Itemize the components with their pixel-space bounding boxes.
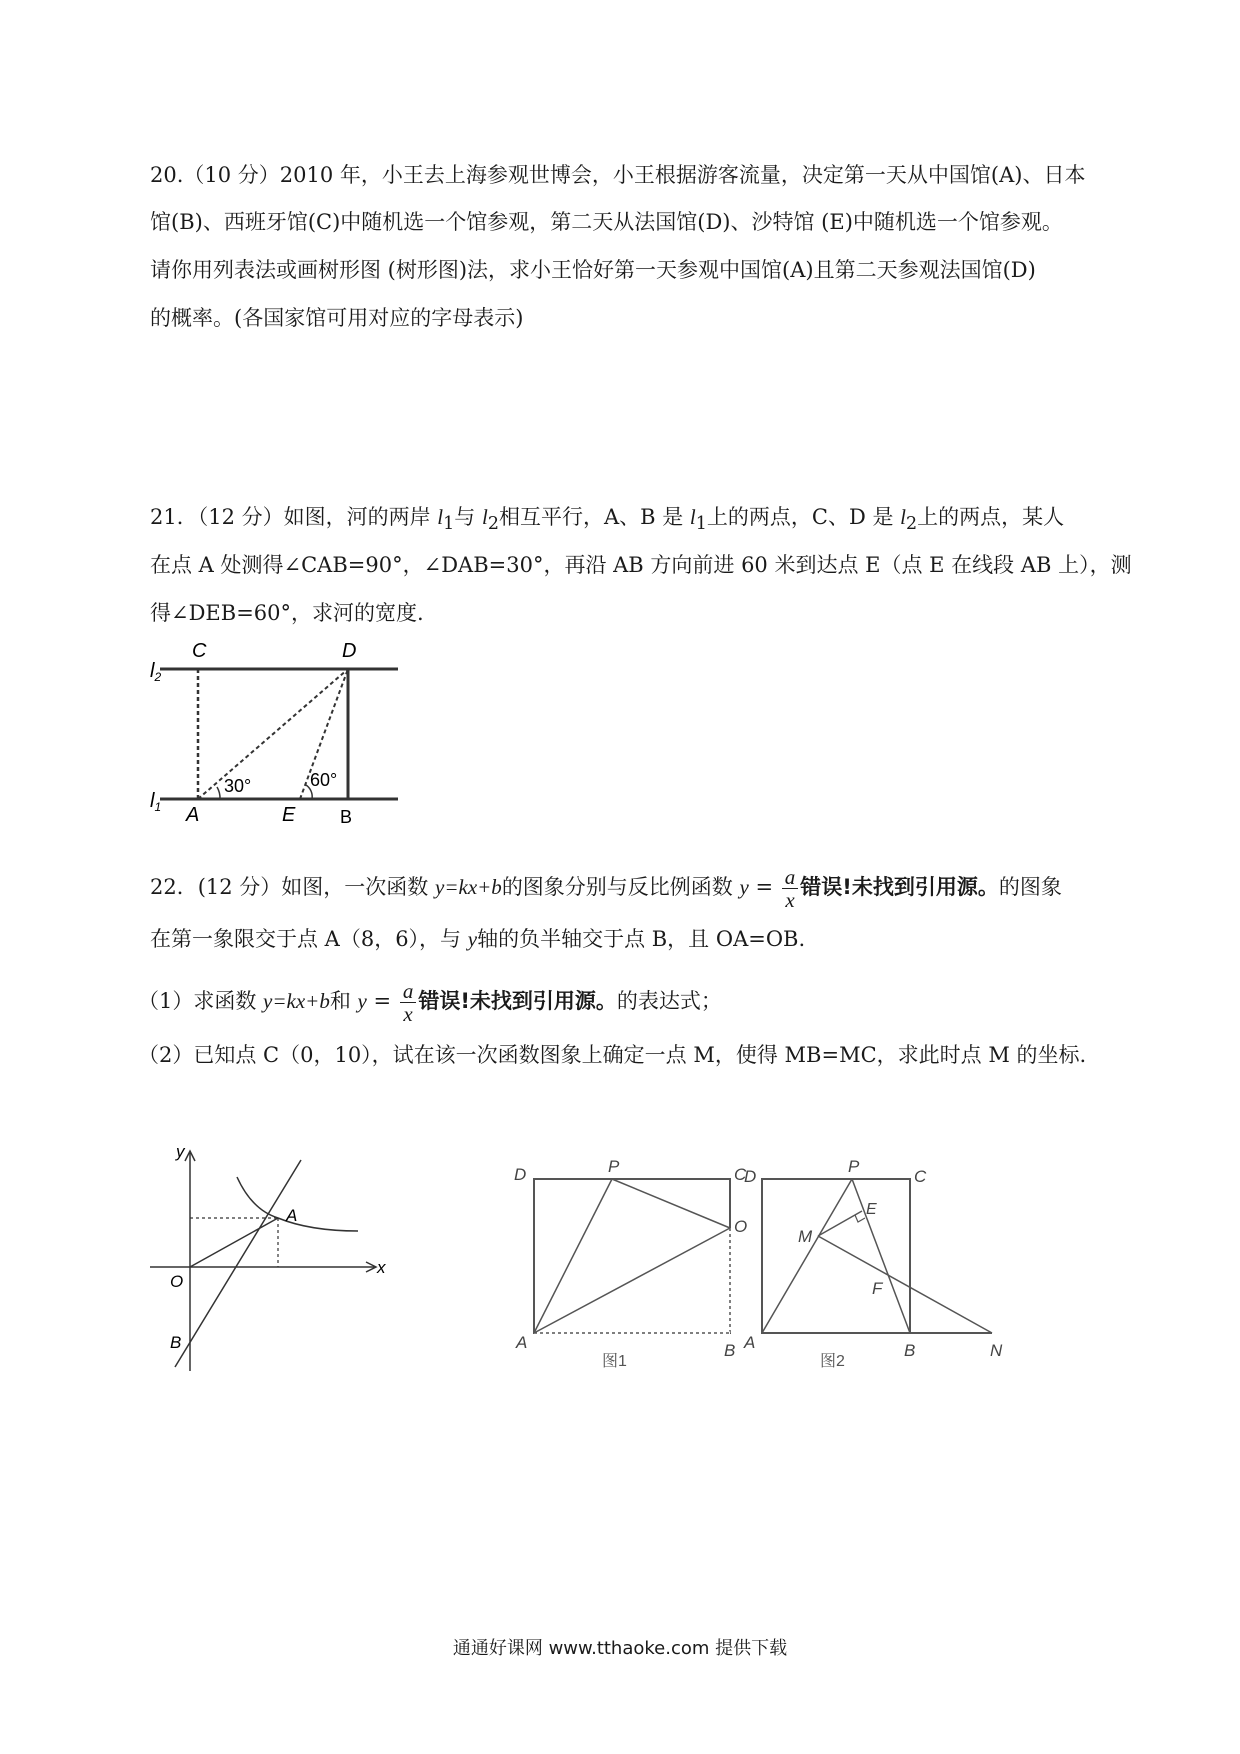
label-e: E [866,1201,877,1218]
q21-text: 21．（12 分）如图，河的两岸 [150,505,438,529]
q22-part-2: （2）已知点 C（0，10），试在该一次函数图象上确定一点 M，使得 MB=MC，求此时点 M 的坐标. [138,1043,1087,1067]
label-d: D [342,640,357,662]
figure-caption: 图1 [602,1353,627,1370]
error-text: 错误!未找到引用源。 [418,989,617,1013]
hyperbola-curve [237,1177,358,1231]
label-y: y [176,1142,185,1161]
angle-60-label: 60° [310,770,338,790]
label-b: B [170,1333,182,1352]
label-c: C [914,1167,927,1186]
angle-arc-a [217,787,220,799]
segment-pb [852,1179,910,1333]
segment-oa [190,1218,278,1267]
q22-text: 22．(12 分）如图，一次函数 [150,875,435,899]
q20-line-2: 馆(B)、西班牙馆(C)中随机选一个馆参观，第二天从法国馆(D)、沙特馆 (E)中随机选一个馆参观。 [150,210,1063,234]
linear-function: y=kx+b [435,875,502,899]
q22-line-2 [150,924,805,954]
label-b: B [340,807,353,825]
label-c: C [192,640,207,662]
q21-text: 上的两点，C、D 是 [706,505,901,529]
error-text: 错误!未找到引用源。 [800,875,999,899]
rect-outline [534,1179,730,1333]
label-b: B [724,1341,736,1360]
segment-ao [534,1228,730,1333]
label-l2: $l_2$ [150,660,162,684]
label-l1: $l_1$ [150,790,162,814]
q22-text: 的表达式； [616,989,722,1013]
label-b: B [904,1341,916,1360]
label-f: F [872,1279,883,1298]
equals: = [366,989,398,1013]
equals: = [748,875,780,899]
q21-text: 相互平行，A、B 是 [498,505,690,529]
river-figure [140,635,410,825]
q20-line-1: 20.（10 分）2010 年，小王去上海参观世博会，小王根据游客流量，决定第一天从中国馆(A)、日本 [150,163,1086,187]
linear-function: y=kx+b [263,989,330,1013]
q22-part-1 [138,980,722,1025]
q22-text: 轴的负半轴交于点 B，且 OA=OB. [477,927,806,951]
label-p: P [848,1160,860,1176]
label-a: A [744,1333,756,1352]
subscript: 2 [487,514,499,535]
figure-1 [512,1160,762,1370]
segment-ap [762,1179,852,1333]
q22-text: （1）求函数 [138,989,264,1013]
label-p: P [608,1160,620,1176]
q22-line-1 [150,866,1062,911]
linear-function-line [175,1160,301,1367]
page-footer: 通通好课网 www.tthaoke.com 提供下载 [452,1638,788,1659]
segment-po [612,1179,730,1228]
label-n: N [990,1341,1003,1360]
label-e: E [282,804,296,825]
q22-text: 的图象分别与反比例函数 [501,875,740,899]
label-a: A [286,1206,298,1225]
angle-30-label: 30° [224,776,252,796]
q21-line-3: 得∠DEB=60°，求河的宽度. [150,601,424,625]
q20-line-4: 的概率。(各国家馆可用对应的字母表示) [150,306,524,330]
var-l: l [900,505,906,529]
q22-text: 在第一象限交于点 A（8，6），与 [150,927,468,951]
right-angle-mark [855,1215,865,1222]
var-y: y [467,927,478,951]
label-c: C [734,1165,747,1184]
var-l: l [481,505,488,529]
function-graph [140,1135,395,1375]
label-d: D [744,1167,757,1186]
subscript: 1 [695,514,707,535]
var-y: y [357,989,367,1013]
q22-text: 的图象 [998,875,1062,899]
label-x: x [377,1258,386,1277]
q20-line-3: 请你用列表法或画树形图 (树形图)法，求小王恰好第一天参观中国馆(A)且第二天参观法国馆(D) [150,258,1036,282]
var-l: l [437,505,444,529]
label-o: O [734,1217,748,1236]
label-d: D [514,1165,527,1184]
label-m: M [798,1227,813,1246]
var-l: l [689,505,696,529]
q21-text: 与 [454,505,482,529]
subscript: 2 [906,514,918,535]
rect-outline [762,1179,910,1333]
subscript: 1 [443,514,455,535]
figure-caption: 图2 [820,1353,845,1370]
segment-me [818,1211,862,1236]
var-y: y [739,875,749,899]
figure-2 [742,1160,1022,1370]
q21-line-2: 在点 A 处测得∠CAB=90°，∠DAB=30°，再沿 AB 方向前进 60 米到达点 E（点 E 在线段 AB 上），测 [150,553,1132,577]
q22-text: 和 [329,989,358,1013]
segment-ap [534,1179,612,1333]
fraction-a-over-x: $\frac{a}{x}$ [400,980,417,1025]
q21-line-1 [150,502,1064,539]
label-o: O [170,1272,184,1291]
q21-text: 上的两点，某人 [917,505,1065,529]
label-a: A [516,1333,528,1352]
label-a: A [186,804,200,825]
fraction-a-over-x: $\frac{a}{x}$ [782,866,799,911]
